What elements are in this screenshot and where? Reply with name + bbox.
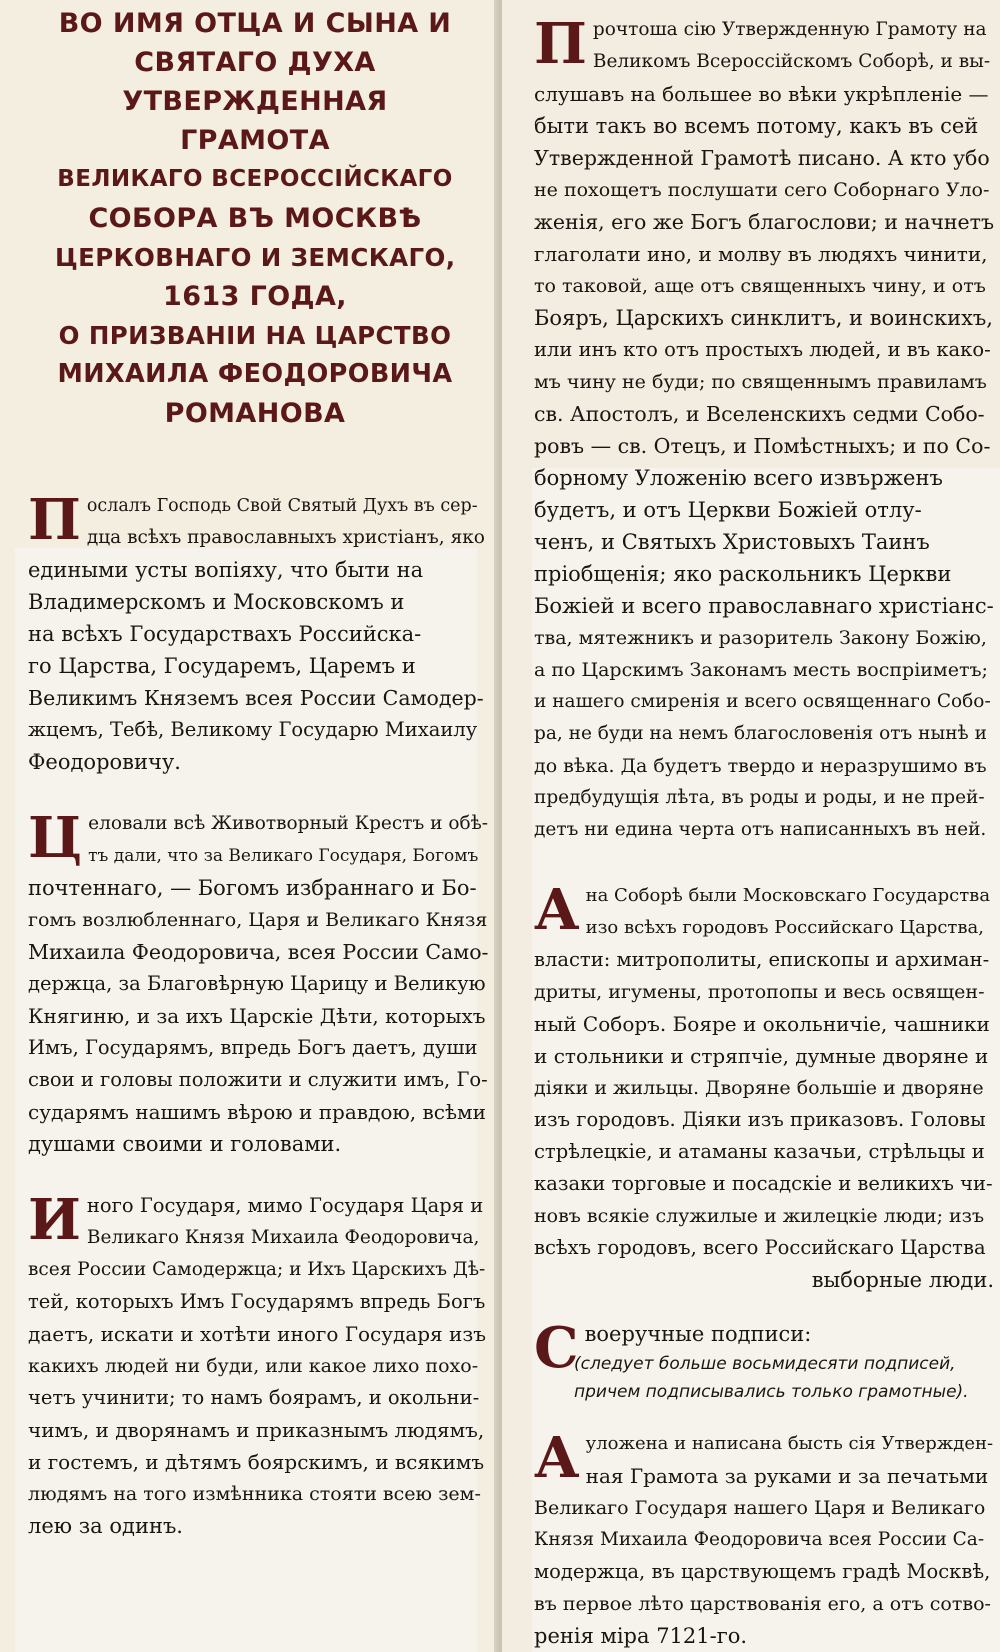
text-line: въ первое лѣто царствованія его, а отъ сотво- xyxy=(534,1593,991,1615)
title-line: СВЯТАГО ДУХА xyxy=(134,47,376,78)
text-line: детъ ни едина черта отъ написанныхъ въ ней. xyxy=(534,819,987,840)
text-line: не похощетъ послушати сего Соборнаго Уло- xyxy=(534,179,990,201)
title-line: 1613 ГОДА, xyxy=(163,281,347,312)
text-line: борному Уложенію всего извърженъ xyxy=(534,466,943,490)
text-line: тва, мятежникъ и разоритель Закону Божію, xyxy=(534,627,987,649)
text-line: лею за одинъ. xyxy=(28,1514,183,1538)
text-line: Владимерскомъ и Московскомъ и xyxy=(28,590,405,614)
text-line: ный Соборъ. Бояре и окольничіе, чашники xyxy=(534,1012,990,1036)
text-line: слушавъ на большее во вѣки укрѣпленіе — xyxy=(534,82,989,106)
text-line: предбудущія лѣта, въ роды и роды, и не прей- xyxy=(534,787,985,808)
text-line: а по Царскимъ Законамъ месть воспріиметъ; xyxy=(534,659,988,681)
paragraph-council-members xyxy=(534,877,994,1296)
text-line: мъ чину не буди; по священнымъ правиламъ xyxy=(534,371,987,393)
text-line: ровъ — св. Отецъ, и Помѣстныхъ; и по Со- xyxy=(534,434,991,458)
text-line: ренія міра 7121-го. xyxy=(534,1624,748,1648)
text-line: на Соборѣ были Московскаго Государства xyxy=(585,885,991,906)
text-line: діяки и жильцы. Дворяне большіе и дворяне xyxy=(534,1077,984,1099)
text-line: власти: митрополиты, епископы и архиман- xyxy=(534,948,990,971)
note-line: причем подписывались только грамотные). xyxy=(574,1382,969,1402)
text-line: Михаила Феодоровича, всея России Само- xyxy=(28,940,489,964)
text-line: Утвержденной Грамотѣ писано. А кто убо xyxy=(534,146,990,170)
paragraph-reading xyxy=(534,11,995,846)
text-line: Имъ, Государямъ, впредь Богъ даетъ, души xyxy=(28,1036,478,1059)
text-line: даетъ, искати и хотѣти иного Государя изъ xyxy=(28,1322,486,1346)
text-line: пріобщенія; яко раскольникъ Церкви xyxy=(534,562,952,586)
text-line: чимъ, и дворянамъ и приказнымъ людямъ, xyxy=(28,1418,485,1442)
text-line: модержца, въ царствующемъ градѣ Москвѣ, xyxy=(534,1560,991,1583)
text-line: воеручные подписи: xyxy=(584,1322,812,1346)
text-line: Великаго Князя Михаила Феодоровича, xyxy=(86,1227,480,1248)
text-line: до вѣка. Да будетъ твердо и неразрушимо въ xyxy=(534,755,987,777)
text-line: рочтоша сію Утвержденную Грамоту на xyxy=(592,19,987,40)
right-page xyxy=(502,0,1000,1652)
drop-cap: П xyxy=(534,11,587,77)
text-line: Князя Михаила Феодоровича всея России Са- xyxy=(534,1529,985,1550)
text-line: тъ дали, что за Великаго Государя, Богомъ xyxy=(88,846,479,866)
drop-cap: А xyxy=(534,1425,580,1491)
text-line: едиными усты вопіяху, что быти на xyxy=(28,558,424,582)
text-line: выборные люди. xyxy=(811,1268,994,1292)
text-line: ченъ, и Святыхъ Христовыхъ Таинъ xyxy=(534,530,930,554)
text-line: ная Грамота за руками и за печатьми xyxy=(585,1464,989,1488)
text-line: Великаго Государя нашего Царя и Великаго xyxy=(534,1497,986,1519)
text-line: душами своими и головами. xyxy=(28,1132,342,1156)
drop-cap: А xyxy=(534,877,580,943)
text-line: на всѣхъ Государствахъ Российска- xyxy=(28,622,422,646)
text-line: Феодоровичу. xyxy=(28,750,181,774)
text-line: ра, не буди на немъ благословенія отъ нынѣ и xyxy=(534,723,987,744)
title-line: СОБОРА ВЪ МОСКВѢ xyxy=(88,203,422,234)
text-line: Бояръ, Царскихъ синклитъ, и воинскихъ, xyxy=(534,306,993,330)
text-line: женія, его же Богъ благослови; и начнетъ xyxy=(534,210,995,234)
drop-cap: С xyxy=(534,1315,579,1381)
text-line: изо всѣхъ городовъ Российскаго Царства, xyxy=(585,917,984,938)
text-line: ного Государя, мимо Государя Царя и xyxy=(86,1194,484,1217)
title-line: О ПРИЗВАНІИ НА ЦАРСТВО xyxy=(58,321,452,350)
title-line: ГРАМОТА xyxy=(180,125,330,156)
text-line: изъ городовъ. Діяки изъ приказовъ. Головы xyxy=(534,1108,986,1131)
paragraph-closing xyxy=(534,1425,994,1652)
text-line: какихъ людей ни буди, или какое лихо похо- xyxy=(28,1355,479,1377)
text-line: казаки торговые и посадскіе и великихъ чи- xyxy=(534,1172,993,1195)
text-line: жцемъ, Тебѣ, Великому Государю Михаилу xyxy=(28,718,478,741)
text-line: Великомъ Всероссійскомъ Соборѣ, и вы- xyxy=(592,51,991,72)
text-line: или инъ кто отъ простыхъ людей, и въ како- xyxy=(534,338,991,361)
text-line: и нашего смиренія и всего освященнаго Собо- xyxy=(534,691,991,712)
paragraph-oath xyxy=(28,805,489,1160)
text-line: дриты, игумены, протопопы и весь освящен- xyxy=(534,981,985,1003)
title-line: ЦЕРКОВНАГО И ЗЕМСКАГО, xyxy=(55,243,456,272)
text-line: и стольники и стряпчіе, думные дворяне и xyxy=(534,1044,989,1068)
text-line: глаголати ино, и молву въ людяхъ чинити, xyxy=(534,242,988,266)
text-line: всѣхъ городовъ, всего Российскаго Царства xyxy=(534,1236,986,1259)
title-line: УТВЕРЖДЕННАЯ xyxy=(122,86,388,117)
drop-cap: Ц xyxy=(28,805,83,871)
text-line: быти такъ во всемъ потому, какъ въ сей xyxy=(534,114,979,138)
text-line: и гостемъ, и дѣтямъ боярскимъ, и всякимъ xyxy=(28,1450,485,1474)
title-line: ВЕЛИКАГО ВСЕРОССІЙСКАГО xyxy=(57,166,453,192)
text-line: новъ всякіе служилые и жилецкіе люди; изъ xyxy=(534,1205,985,1227)
title-line: ВО ИМЯ ОТЦА И СЫНА И xyxy=(58,8,452,39)
text-line: Великимъ Княземъ всея России Самодер- xyxy=(28,686,484,710)
text-line: гомъ возлюбленнаго, Царя и Великаго Князя xyxy=(28,909,488,931)
text-line: стрѣлецкіе, и атаманы казачьи, стрѣльцы и xyxy=(534,1140,985,1163)
text-line: четъ учинити; то намъ боярамъ, и окольни- xyxy=(28,1386,480,1409)
document-title xyxy=(55,4,455,433)
drop-cap: И xyxy=(28,1187,81,1253)
signatures-note xyxy=(574,1350,994,1406)
text-line: свои и головы положити и служити имъ, Го- xyxy=(28,1068,488,1091)
title-line: РОМАНОВА xyxy=(164,398,346,429)
drop-cap: П xyxy=(28,487,81,553)
text-line: уложена и написана бысть сія Утвержден- xyxy=(585,1433,994,1454)
paragraph-other-sovereign xyxy=(28,1187,488,1542)
note-line: (следует больше восьмидесяти подписей, xyxy=(574,1354,956,1374)
text-line: держца, за Благовѣрную Царицу и Великую xyxy=(28,972,486,995)
text-line: дца всѣхъ православныхъ христіанъ, яко xyxy=(86,527,485,548)
text-line: почтеннаго, — Богомъ избраннаго и Бо- xyxy=(28,876,477,900)
text-line: то таковой, аще отъ священныхъ чину, и отъ xyxy=(534,275,986,297)
text-line: Божіей и всего православнаго христіанс- xyxy=(534,594,994,618)
text-line: го Царства, Государемъ, Царемъ и xyxy=(28,654,416,678)
text-line: ослалъ Господь Свой Святый Духъ въ сер- xyxy=(86,496,478,516)
text-line: Княгиню, и за ихъ Царскіе Дѣти, которыхъ xyxy=(28,1004,486,1028)
text-line: будетъ, и отъ Церкви Божіей отлу- xyxy=(534,498,922,522)
text-line: св. Апостолъ, и Вселенскихъ седми Собо- xyxy=(534,402,985,426)
text-line: еловали всѣ Животворный Крестъ и обѣ- xyxy=(88,813,488,834)
text-line: людямъ на того измѣнника стояти всею зем- xyxy=(28,1483,481,1505)
text-line: всея России Самодержца; и Ихъ Царскихъ Дѣ- xyxy=(28,1259,486,1280)
paragraph-proclamation xyxy=(28,487,488,778)
title-line: МИХАИЛА ФЕОДОРОВИЧА xyxy=(57,359,453,389)
text-line: сударямъ нашимъ вѣрою и правдою, всѣми xyxy=(28,1100,486,1124)
text-line: тей, которыхъ Имъ Государямъ впредь Богъ xyxy=(28,1290,486,1313)
